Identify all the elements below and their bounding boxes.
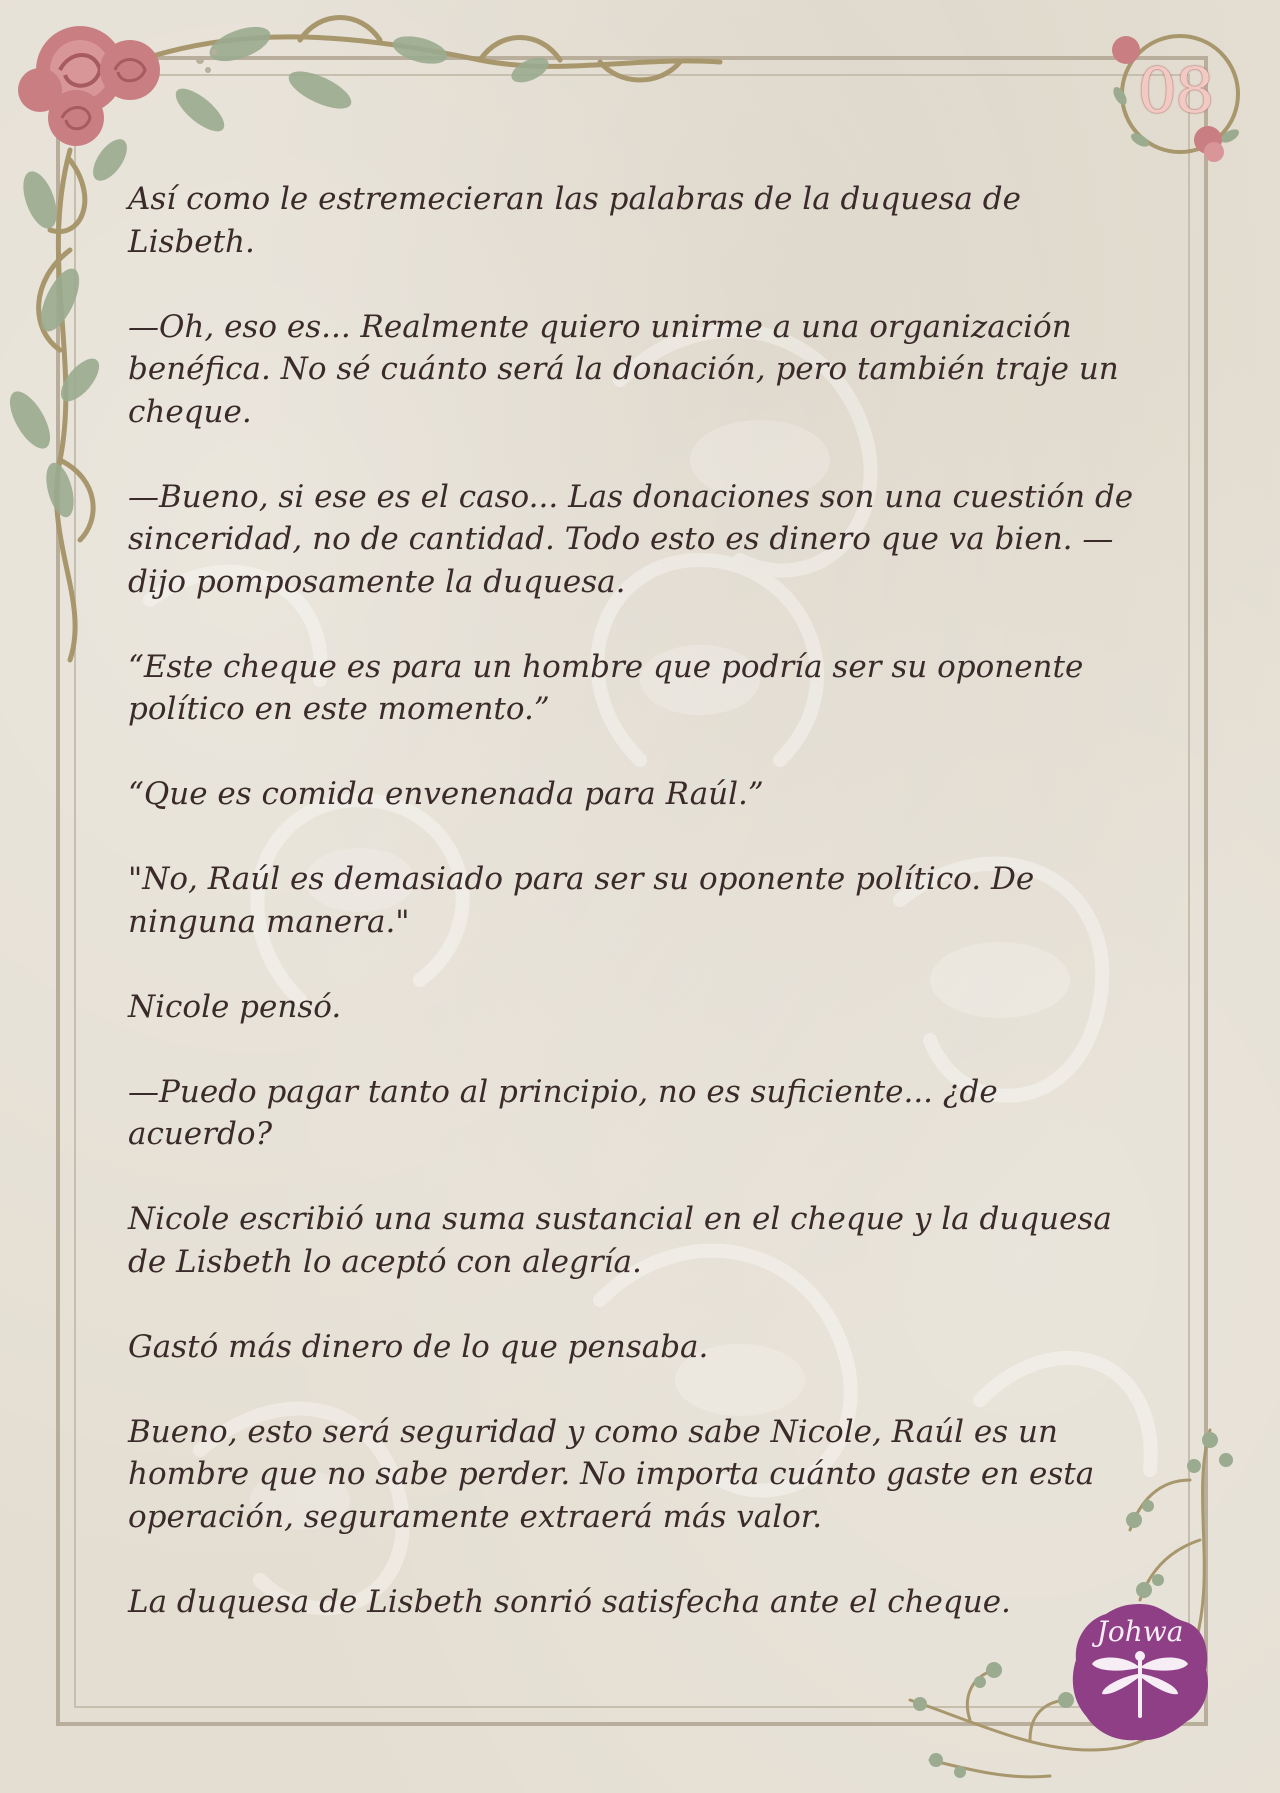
- page-number: 08: [1137, 54, 1213, 127]
- paragraph: Nicole escribió una suma sustancial en el cheque y la duquesa de Lisbeth lo aceptó con alegría.: [128, 1201, 1112, 1280]
- paragraph: La duquesa de Lisbeth sonrió satisfecha ante el cheque.: [128, 1583, 1011, 1620]
- paragraph: Bueno, esto será seguridad y como sabe Nicole, Raúl es un hombre que no sabe perder. No importa cuánto gaste en esta operación, seguramente extraerá más valor.: [128, 1413, 1095, 1535]
- logo-text: Johwa: [1096, 1615, 1184, 1648]
- paragraph: Así como le estremecieran las palabras de la duquesa de Lisbeth.: [128, 181, 1021, 260]
- paragraph: Nicole pensó.: [128, 988, 342, 1025]
- paragraph: “Este cheque es para un hombre que podría ser su oponente político en este momento.”: [128, 648, 1084, 727]
- paragraph: "No, Raúl es demasiado para ser su oponente político. De ninguna manera.": [128, 861, 1035, 940]
- paragraph: “Que es comida envenenada para Raúl.”: [128, 776, 764, 812]
- paragraph: Gastó más dinero de lo que pensaba.: [128, 1328, 709, 1365]
- paragraph: —Puedo pagar tanto al principio, no es suficiente... ¿de acuerdo?: [128, 1073, 998, 1152]
- paragraph: —Oh, eso es... Realmente quiero unirme a una organización benéfica. No sé cuánto será la donación, pero también traje un cheque.: [128, 308, 1119, 430]
- paragraph: —Bueno, si ese es el caso... Las donaciones son una cuestión de sinceridad, no de cantidad. Todo esto es dinero que va bien. —dijo pomposamente la duquesa.: [128, 478, 1134, 600]
